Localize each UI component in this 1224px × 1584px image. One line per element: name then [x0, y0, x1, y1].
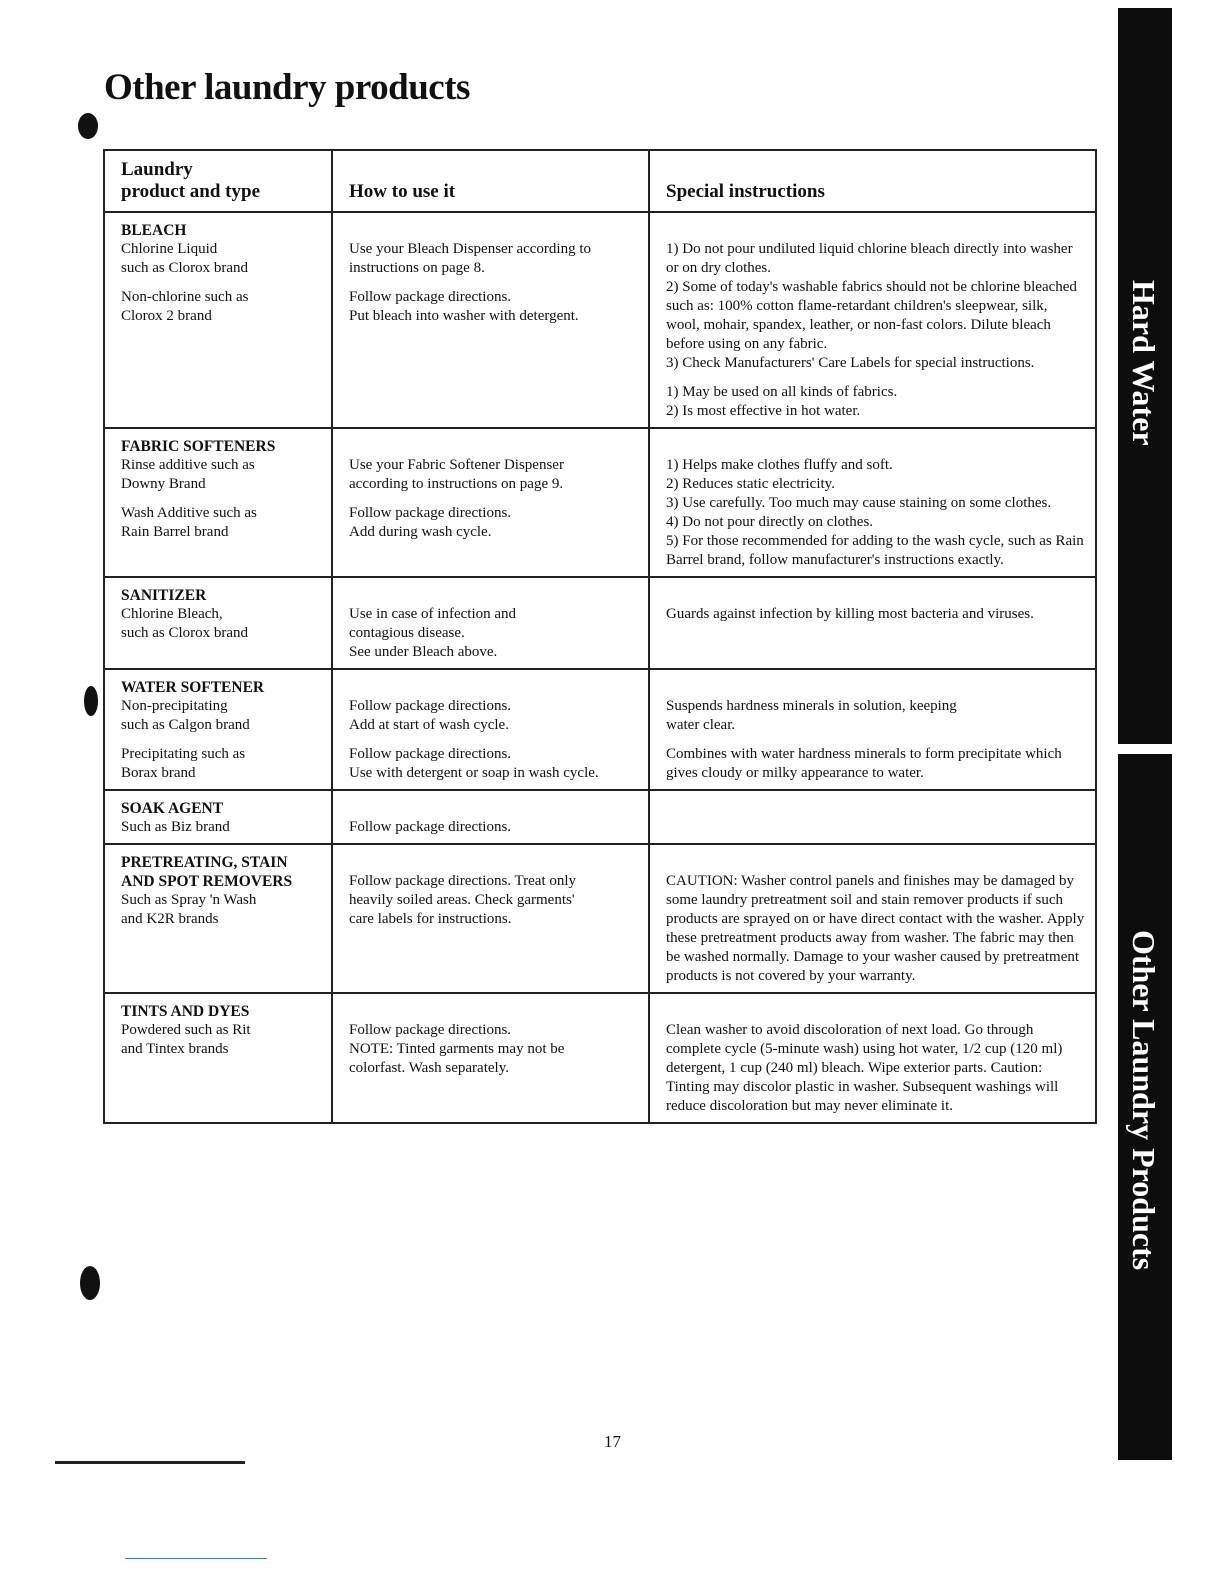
product-cell: [104, 993, 332, 1123]
product-type: Chlorine Bleach, such as Clorox brand: [121, 606, 249, 641]
product-cell: [104, 790, 332, 844]
special-instructions-cell: [649, 577, 1096, 669]
how-to-use-cell: [332, 212, 649, 428]
special-instructions-cell: [649, 790, 1096, 844]
table-row: [104, 790, 1096, 844]
product-type: Such as Biz brand: [121, 819, 230, 835]
product-type: Chlorine Liquid such as Clorox brand: [121, 241, 249, 276]
product-type: Rinse additive such as Downy Brand: [121, 457, 255, 492]
bottom-rule: [55, 1461, 245, 1464]
column-header-product: Laundry product and type: [104, 150, 332, 212]
table-body: [104, 212, 1096, 1123]
special-instructions-cell: [649, 993, 1096, 1123]
product-cell: [104, 428, 332, 577]
how-to-use-cell: [332, 790, 649, 844]
table-row: [104, 428, 1096, 577]
special-instructions-text: Guards against infection by killing most bacteria and viruses.: [666, 606, 1034, 622]
table-row: [104, 844, 1096, 993]
how-to-use-text: Follow package directions.: [349, 819, 512, 835]
how-to-use-text: Follow package directions. Add during wash cycle.: [349, 505, 512, 540]
product-category-name: TINTS AND DYES: [121, 1003, 250, 1020]
special-instructions-text: 1) May be used on all kinds of fabrics. 2) Is most effective in hot water.: [666, 384, 898, 419]
binder-hole-mark: [84, 686, 98, 716]
how-to-use-text: Follow package directions. Use with detergent or soap in wash cycle.: [349, 746, 599, 781]
product-type: Non-chlorine such as Clorox 2 brand: [121, 289, 249, 324]
product-type: Powdered such as Rit and Tintex brands: [121, 1022, 251, 1057]
special-instructions-text: 1) Do not pour undiluted liquid chlorine bleach directly into washer or on dry clothes. 2) Some of today's washable fabrics should not be chlorine bleached such as: 100% cotton flame-retardant children's sleepwear, silk, wool, mohair, spandex, leather, or non-fast colors. Dilute bleach before using on any fabric. 3) Check Manufacturers' Care Labels for special instructions.: [666, 241, 1077, 371]
table-row: [104, 577, 1096, 669]
product-type: Such as Spray 'n Wash and K2R brands: [121, 892, 257, 927]
how-to-use-text: Use in case of infection and contagious disease. See under Bleach above.: [349, 606, 517, 660]
special-instructions-cell: [649, 844, 1096, 993]
binder-hole-mark: [78, 113, 98, 139]
product-cell: [104, 577, 332, 669]
how-to-use-text: Use your Bleach Dispenser according to instructions on page 8.: [349, 241, 592, 276]
laundry-products-table: [103, 149, 1097, 1124]
product-type: Wash Additive such as Rain Barrel brand: [121, 505, 257, 540]
table-row: [104, 993, 1096, 1123]
bottom-link-line: [125, 1558, 267, 1559]
page-number: 17: [604, 1432, 621, 1451]
table-row: [104, 212, 1096, 428]
how-to-use-cell: [332, 669, 649, 790]
how-to-use-text: Follow package directions. Add at start of wash cycle.: [349, 698, 512, 733]
section-tab-other-laundry-products[interactable]: Other Laundry Products: [1126, 930, 1162, 1271]
how-to-use-cell: [332, 428, 649, 577]
special-instructions-cell: [649, 669, 1096, 790]
special-instructions-cell: [649, 428, 1096, 577]
product-category-name: BLEACH: [121, 222, 187, 239]
product-cell: [104, 212, 332, 428]
column-header-how: How to use it: [332, 150, 649, 212]
product-cell: [104, 669, 332, 790]
product-category-name: WATER SOFTENER: [121, 679, 265, 696]
product-category-name: SANITIZER: [121, 587, 207, 604]
special-instructions-text: CAUTION: Washer control panels and finishes may be damaged by some laundry pretreatment soil and stain remover products if such products are sprayed on or have direct contact with the washer. Apply these pretreatment products away from washer. The fabric may then be washed normally. Damage to your washer caused by pretreatment products is not covered by your warranty.: [666, 873, 1085, 984]
product-type: Non-precipitating such as Calgon brand: [121, 698, 250, 733]
special-instructions-text: Suspends hardness minerals in solution, keeping water clear.: [666, 698, 957, 733]
product-category-name: PRETREATING, STAIN AND SPOT REMOVERS: [121, 854, 293, 890]
product-category-name: SOAK AGENT: [121, 800, 224, 817]
section-tab-divider: [1112, 744, 1178, 754]
product-cell: [104, 844, 332, 993]
how-to-use-cell: [332, 993, 649, 1123]
product-category-name: FABRIC SOFTENERS: [121, 438, 276, 455]
special-instructions-text: 1) Helps make clothes fluffy and soft. 2) Reduces static electricity. 3) Use carefully. Too much may cause staining on some clothes. 4) Do not pour directly on clothes. 5) For those recommended for adding to the wash cycle, such as Rain Barrel brand, follow manufacturer's instructions exactly.: [666, 457, 1084, 568]
page-title: Other laundry products: [104, 67, 470, 108]
how-to-use-text: Follow package directions. Treat only heavily soiled areas. Check garments' care labels for instructions.: [349, 873, 577, 927]
how-to-use-text: Follow package directions. Put bleach into washer with detergent.: [349, 289, 579, 324]
section-tab-hard-water[interactable]: Hard Water: [1126, 280, 1162, 446]
how-to-use-cell: [332, 844, 649, 993]
how-to-use-cell: [332, 577, 649, 669]
table-header-row: [104, 150, 1096, 212]
column-header-special: Special instructions: [649, 150, 1096, 212]
table-row: [104, 669, 1096, 790]
how-to-use-text: Follow package directions. NOTE: Tinted garments may not be colorfast. Wash separately.: [349, 1022, 565, 1076]
special-instructions-text: Combines with water hardness minerals to form precipitate which gives cloudy or milky appearance to water.: [666, 746, 1062, 781]
special-instructions-text: Clean washer to avoid discoloration of next load. Go through complete cycle (5-minute wash) using hot water, 1/2 cup (120 ml) detergent, 1 cup (240 ml) bleach. Wipe exterior parts. Caution: Tinting may discolor plastic in washer. Subsequent washings will reduce discoloration but may never eliminate it.: [666, 1022, 1063, 1114]
product-type: Precipitating such as Borax brand: [121, 746, 246, 781]
binder-hole-mark: [80, 1266, 100, 1300]
special-instructions-cell: [649, 212, 1096, 428]
how-to-use-text: Use your Fabric Softener Dispenser according to instructions on page 9.: [349, 457, 564, 492]
